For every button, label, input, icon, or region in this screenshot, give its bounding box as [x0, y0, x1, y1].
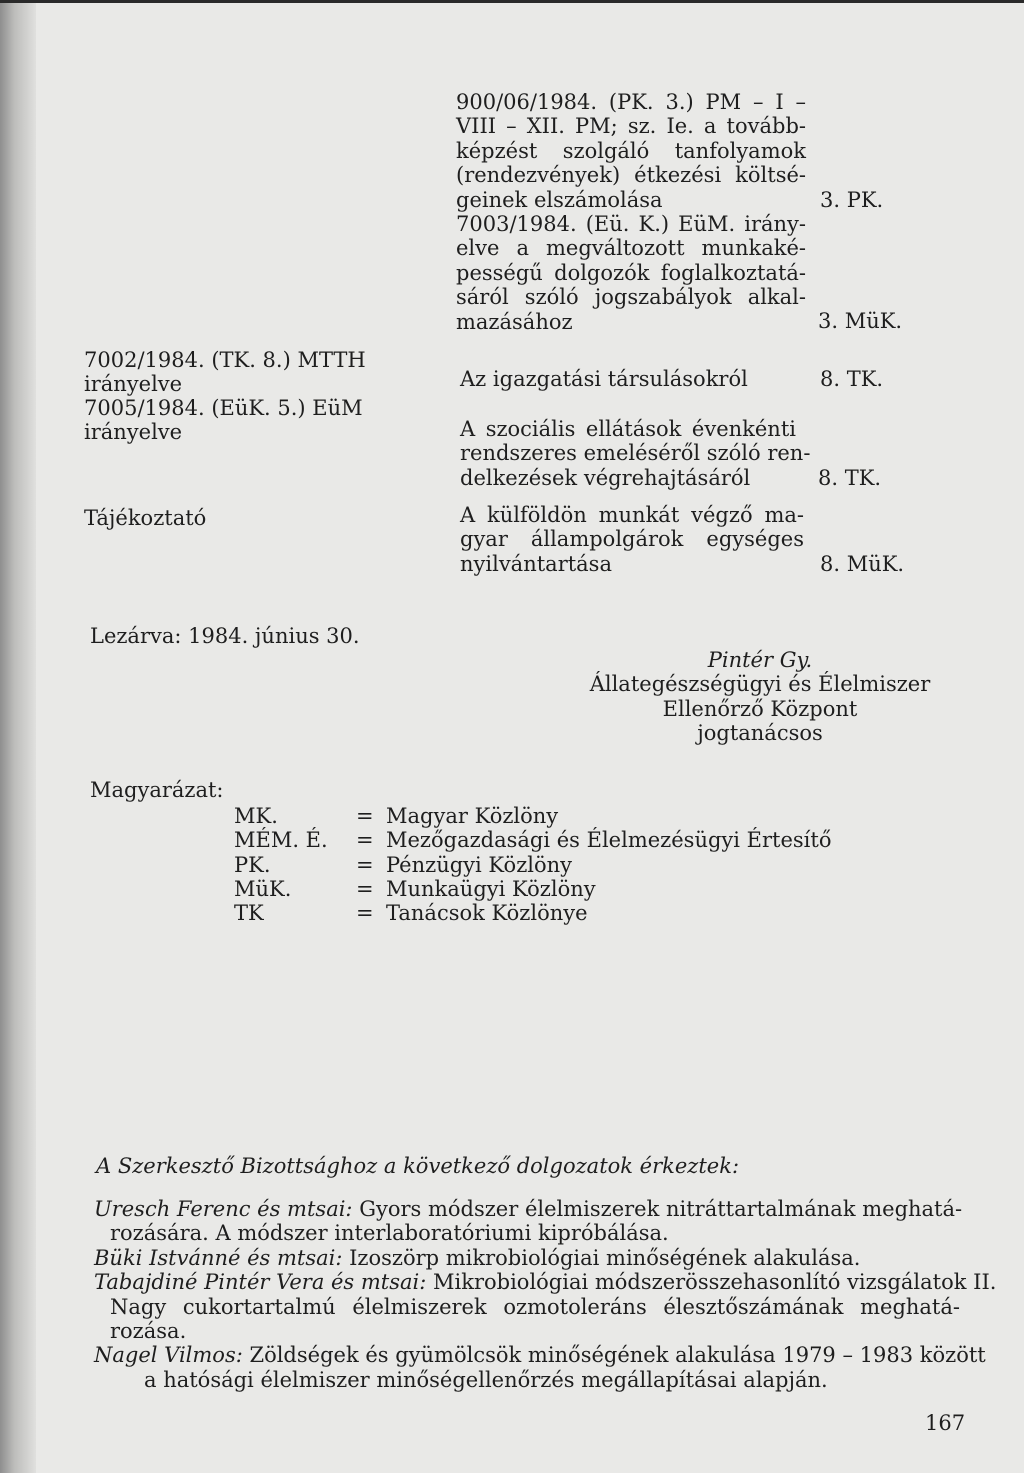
received-author: Uresch Ferenc és mtsai:: [94, 1197, 353, 1221]
entry-line: pességű dolgozók foglalkoztatá-: [456, 260, 806, 285]
legend-row: [234, 804, 831, 828]
entry-line: Az igazgatási társulásokról: [460, 367, 748, 391]
entry-line: 7003/1984. (Eü. K.) EüM. irány-: [456, 212, 806, 236]
entry-line: rendszeres emeléséről szóló ren-: [460, 441, 811, 466]
page-top-rule: [0, 0, 1024, 3]
author-title-3: jogtanácsos: [697, 721, 823, 746]
legend-abbr: TK: [234, 901, 264, 926]
received-item-4-line-2: a hatósági élelmiszer minőségellenőrzés megállapításai alapján.: [144, 1367, 828, 1392]
legend-meaning: Tanácsok Közlönye: [386, 901, 588, 926]
legend-list: [234, 804, 831, 925]
entry-5-ref: 8. MüK.: [820, 552, 905, 576]
left-decree-1-line-1: 7002/1984. (TK. 8.) MTTH: [84, 348, 366, 372]
received-list: [94, 1197, 997, 1392]
entry-line: (rendezvények) étkezési költsé-: [456, 163, 806, 188]
author-title-2: Ellenőrző Központ: [662, 696, 858, 721]
legend-label: Magyarázat:: [90, 778, 224, 802]
author-name: Pintér Gy.: [707, 648, 813, 672]
entry-line: képzést szolgáló tanfolyamok: [456, 138, 806, 163]
received-item-1-line-2: rozására. A módszer interlaboratóriumi kipróbálása.: [110, 1221, 669, 1246]
left-decree-2-line-2: irányelve: [84, 420, 183, 444]
received-heading: A Szerkesztő Bizottsághoz a következő dolgozatok érkeztek:: [96, 1154, 740, 1178]
legend-equals: =: [356, 804, 374, 828]
entry-line: elve a megváltozott munkaké-: [456, 236, 806, 261]
info-label: Tájékoztató: [84, 506, 207, 530]
received-item-2-line-1: [94, 1246, 960, 1270]
received-author: Büki Istvánné és mtsai:: [94, 1245, 343, 1270]
received-author: Nagel Vilmos:: [94, 1343, 243, 1368]
received-title: Zöldségek és gyümölcsök minőségének alakulása 1979 – 1983 között: [242, 1343, 986, 1368]
entry-4-ref: 8. TK.: [818, 466, 882, 490]
left-decree-2-line-1: 7005/1984. (EüK. 5.) EüM: [84, 396, 363, 420]
received-item-3-line-2: Nagy cukortartalmú élelmiszerek ozmotoleráns élesztőszámának meghatá-: [110, 1294, 960, 1319]
received-item-3-line-3: rozása.: [110, 1319, 187, 1344]
received-item-3-line-1: [94, 1270, 997, 1295]
legend-equals: =: [356, 852, 374, 877]
entry-3-text: [460, 367, 800, 391]
left-decree-1-line-2: irányelve: [84, 372, 183, 396]
legend-meaning: Mezőgazdasági és Élelmezésügyi Értesítő: [386, 828, 832, 853]
entry-line: sáról szóló jogszabályok alkal-: [456, 285, 806, 310]
entry-3-ref: 8. TK.: [820, 367, 884, 391]
legend-equals: =: [356, 876, 374, 901]
closed-date: Lezárva: 1984. június 30.: [90, 624, 360, 648]
legend-meaning: Pénzügyi Közlöny: [386, 852, 573, 877]
entry-line: A szociális ellátások évenkénti: [460, 417, 796, 441]
entry-2-text: [456, 212, 806, 334]
legend-abbr: MK.: [234, 804, 278, 828]
legend-row: [234, 901, 831, 925]
legend-equals: =: [356, 828, 374, 853]
entry-5-text: [460, 503, 804, 576]
legend-abbr: MüK.: [234, 876, 292, 901]
received-item-1-line-1: [94, 1197, 963, 1221]
entry-line: geinek elszámolása: [456, 187, 663, 212]
entry-line: mazásához: [456, 309, 573, 334]
legend-row: [234, 877, 831, 901]
legend-meaning: Magyar Közlöny: [386, 804, 559, 828]
entry-line: 900/06/1984. (PK. 3.) PM – I –: [456, 90, 806, 114]
entry-line: gyar állampolgárok egységes: [460, 527, 804, 552]
received-item-4-line-1: [94, 1343, 986, 1368]
received-title: Mikrobiológiai módszerösszehasonlító vizsgálatok II.: [426, 1270, 997, 1295]
entry-1-ref: 3. PK.: [820, 188, 884, 212]
entry-4-text: [460, 417, 811, 490]
legend-row: [234, 828, 831, 852]
entry-1-text: [456, 90, 806, 212]
legend-equals: =: [356, 901, 374, 926]
entry-line: delkezések végrehajtásáról: [460, 465, 751, 490]
received-title: Gyors módszer élelmiszerek nitráttartalmának meghatá-: [352, 1197, 963, 1221]
entry-line: A külföldön munkát végző ma-: [460, 503, 804, 527]
page-number: 167: [925, 1411, 966, 1435]
entry-line: nyilvántartása: [460, 551, 612, 576]
entry-line: VIII – XII. PM; sz. Ie. a tovább-: [456, 114, 806, 139]
author-title-1: Állategészségügyi és Élelmiszer: [589, 672, 931, 697]
entry-2-ref: 3. MüK.: [818, 309, 903, 333]
legend-abbr: PK.: [234, 852, 271, 877]
received-title: Izoszörp mikrobiológiai minőségének alakulása.: [342, 1245, 861, 1270]
legend-abbr: MÉM. É.: [234, 828, 328, 853]
author-signature: [570, 648, 950, 746]
received-author: Tabajdiné Pintér Vera és mtsai:: [94, 1270, 427, 1295]
page-left-edge-shadow: [0, 0, 36, 1473]
legend-row: [234, 853, 831, 877]
legend-meaning: Munkaügyi Közlöny: [386, 876, 596, 901]
